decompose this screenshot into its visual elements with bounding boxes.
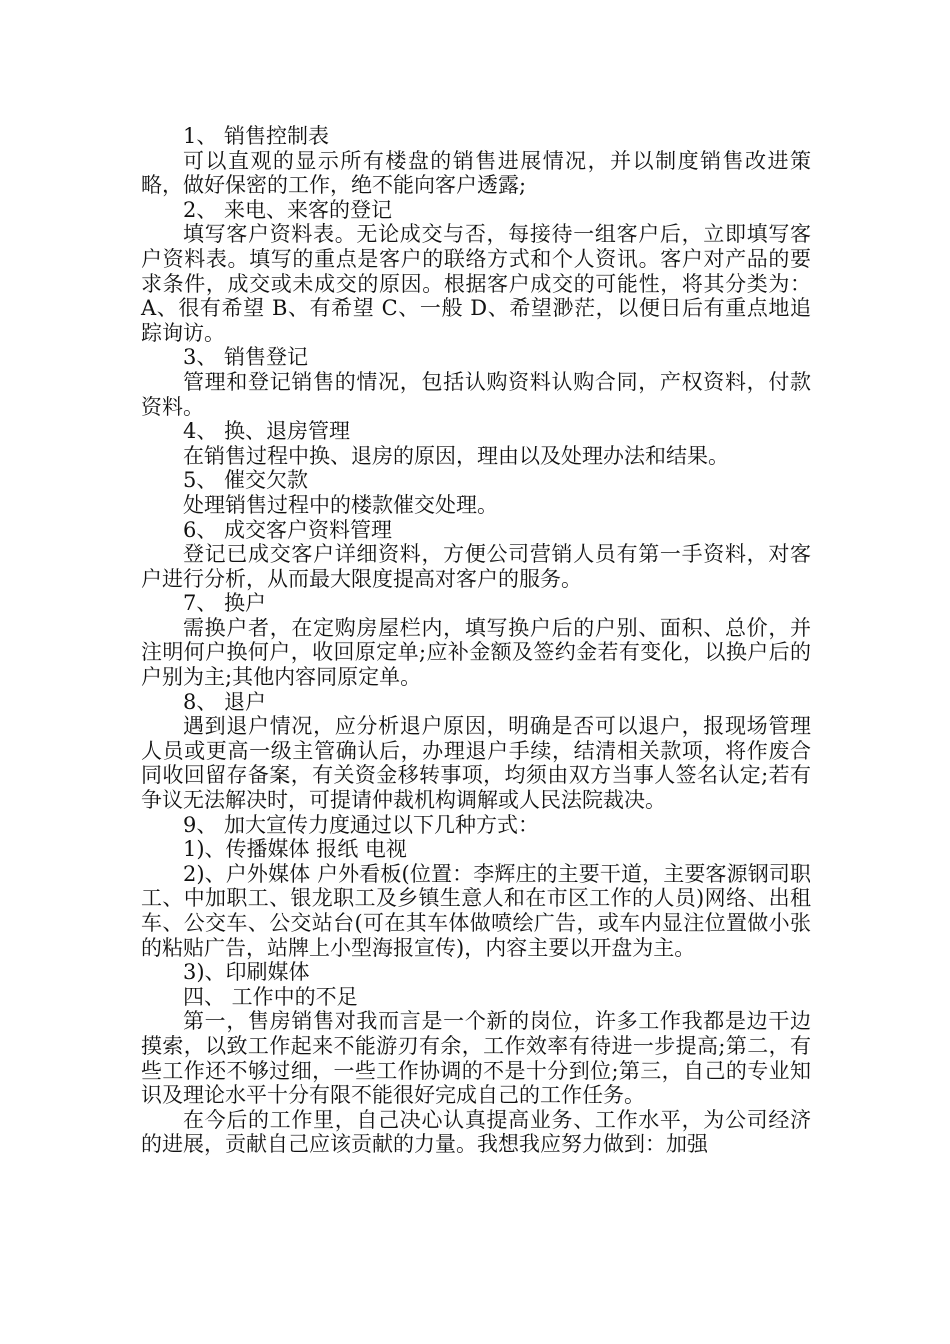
- list-item-broadcast-media: 1)、传播媒体 报纸 电视: [183, 837, 407, 862]
- list-item-outdoor-media: 2)、户外媒体 户外看板(位置：李辉庄的主要干道，主要客源钢司职工、中加职工、银龙职工及乡镇生意人和在市区工作的人员)网络、出租车、公交车、公交站台(可在其车体做喷绘广告，或车内显注位置做小张的粘贴广告，站牌上小型海报宣传)，内容主要以开盘为主。: [141, 861, 811, 960]
- paragraph-unit-exchange: 需换户者，在定购房屋栏内，填写换户后的户别、面积、总价，并注明何户换何户，收回原定单;应补金额及签约金若有变化，以换户后的户别为主;其他内容同原定单。: [141, 615, 811, 690]
- heading-shortcomings: 四、 工作中的不足: [183, 984, 358, 1009]
- heading-unit-exchange: 7、 换户: [183, 591, 267, 616]
- paragraph-call-visit-registration: 填写客户资料表。无论成交与否，每接待一组客户后，立即填写客户资料表。填写的重点是客户的联络方式和个人资讯。客户对产品的要求条件，成交或未成交的原因。根据客户成交的可能性，将其分类为：A、很有希望 B、有希望 C、一般 D、希望渺茫，以便日后有重点地追踪询访。: [141, 222, 811, 345]
- document-body: [141, 124, 811, 1157]
- paragraph-sales-registration: 管理和登记销售的情况，包括认购资料认购合同，产权资料，付款资料。: [141, 369, 811, 419]
- paragraph-future-work: 在今后的工作里，自己决心认真提高业务、工作水平，为公司经济的进展，贡献自己应该贡献的力量。我想我应努力做到：加强: [141, 1107, 811, 1157]
- paragraph-sales-control-table: 可以直观的显示所有楼盘的销售进展情况，并以制度销售改进策略，做好保密的工作，绝不能向客户透露;: [141, 148, 811, 198]
- heading-overdue-payment: 5、 催交欠款: [183, 468, 309, 493]
- list-item-print-media: 3)、印刷媒体: [183, 960, 310, 985]
- paragraph-unit-return: 遇到退户情况，应分析退户原因，明确是否可以退户，报现场管理人员或更高一级主管确认后，办理退户手续，结清相关款项，将作废合同收回留存备案，有关资金移转事项，均须由双方当事人签名认定;若有争议无法解决时，可提请仲裁机构调解或人民法院裁决。: [141, 714, 811, 813]
- heading-unit-return: 8、 退户: [183, 689, 267, 714]
- paragraph-exchange-return-management: 在销售过程中换、退房的原因，理由以及处理办法和结果。: [183, 443, 729, 468]
- heading-call-visit-registration: 2、 来电、来客的登记: [183, 197, 393, 222]
- paragraph-shortcomings: 第一，售房销售对我而言是一个新的岗位，许多工作我都是边干边摸索，以致工作起来不能游刃有余，工作效率有待进一步提高;第二，有些工作还不够过细，一些工作协调的不是十分到位;第三，自己的专业知识及理论水平十分有限不能很好完成自己的工作任务。: [141, 1009, 811, 1108]
- heading-exchange-return-management: 4、 换、退房管理: [183, 419, 351, 444]
- heading-sales-registration: 3、 销售登记: [183, 345, 309, 370]
- paragraph-client-data-management: 登记已成交客户详细资料，方便公司营销人员有第一手资料，对客户进行分析，从而最大限度提高对客户的服务。: [141, 542, 811, 591]
- heading-client-data-management: 6、 成交客户资料管理: [183, 517, 393, 542]
- heading-sales-control-table: 1、 销售控制表: [183, 124, 330, 148]
- heading-publicity: 9、 加大宣传力度通过以下几种方式：: [183, 812, 540, 837]
- paragraph-overdue-payment: 处理销售过程中的楼款催交处理。: [183, 492, 498, 517]
